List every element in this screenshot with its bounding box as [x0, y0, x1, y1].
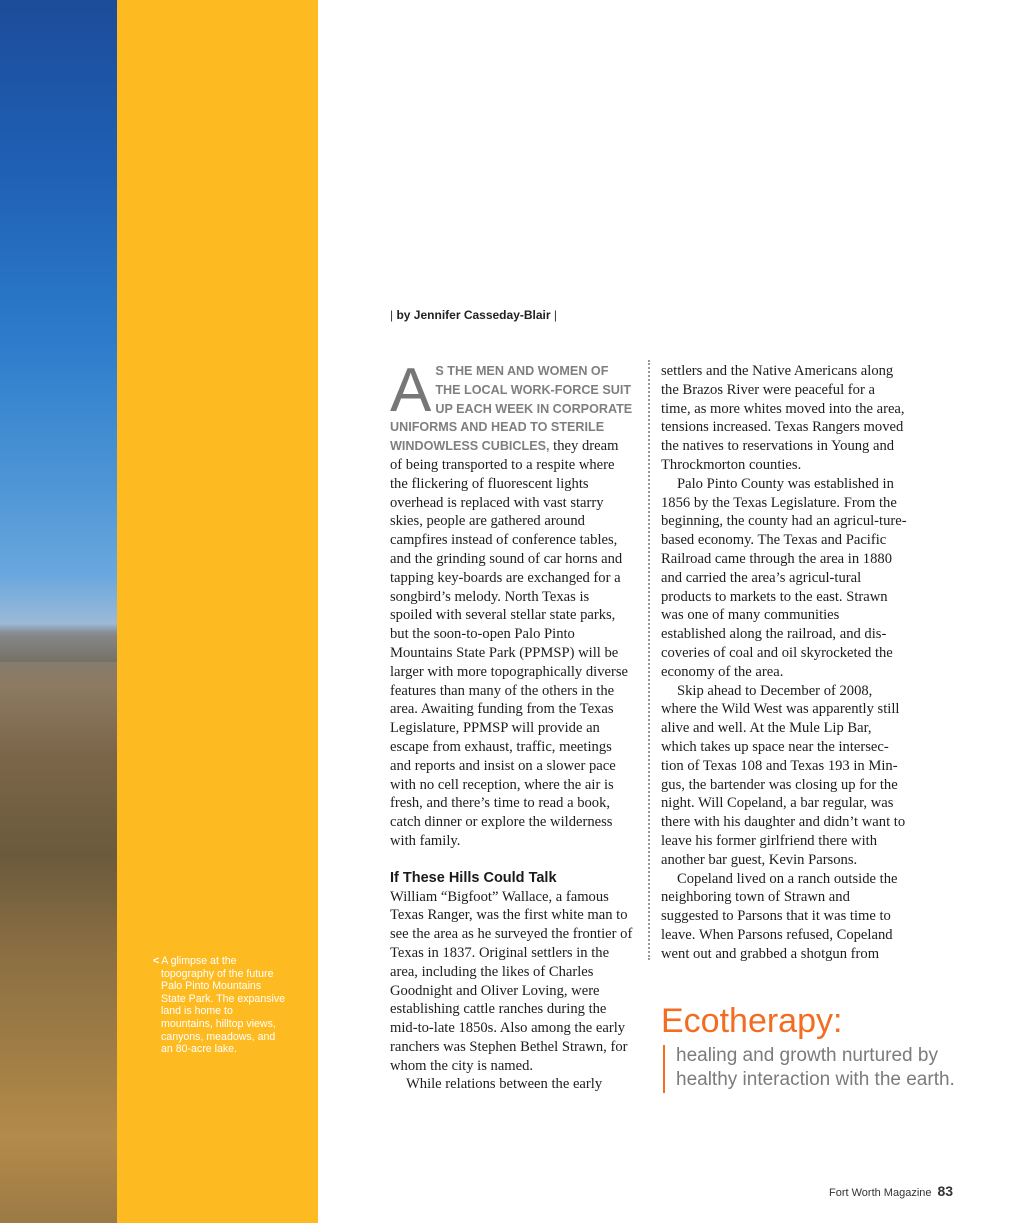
- paragraph-relations-cont: settlers and the Native Americans along the Brazos River were peaceful for a time, as more whites moved into the area, tensions increased. Texas Rangers moved the natives to reservations in Young and Throckmorton counties.: [661, 363, 905, 473]
- caption-text: A glimpse at the topography of the future Palo Pinto Mountains State Park. The expansive land is home to mountains, hilltop views, canyons, meadows, and an 80-acre lake.: [161, 955, 286, 1056]
- landscape-photo: [0, 0, 117, 1223]
- paragraph-history: William “Bigfoot” Wallace, a famous Texas Ranger, was the first white man to see the area as he surveyed the frontier of Texas in 1837. Original settlers in the area, including the likes of Charles Goodnight and Oliver Loving, were establishing cattle ranches during the mid-to-late 1850s. Also among the early ranchers was Stephen Bethel Strawn, for whom the city is named.: [390, 888, 633, 1074]
- page-footer: [829, 1183, 953, 1199]
- drop-cap: A: [390, 356, 432, 425]
- byline-bar-left: |: [390, 308, 394, 322]
- article-column-1: [390, 356, 634, 1094]
- page-number: 83: [937, 1183, 954, 1199]
- article-column-2: [661, 362, 907, 964]
- section-subhead: If These Hills Could Talk: [390, 869, 557, 886]
- pull-quote-text: healing and growth nurtured by healthy interaction with the earth.: [676, 1045, 955, 1090]
- paragraph-county: Palo Pinto County was established in 1856 by the Texas Legislature. From the beginning, the county had an agricul-ture-based economy. The Texas and Pacific Railroad came through the area in 1880 and carried the area’s agricul-tural products to markets to the east. Strawn was one of many communities established along the railroad, and dis-coveries of coal and oil skyrocketed the economy of the area.: [661, 475, 907, 680]
- pull-quote-bar: [663, 1045, 665, 1093]
- column-divider: [648, 360, 650, 960]
- paragraph-copeland: Copeland lived on a ranch outside the neighboring town of Strawn and suggested to Parsons that it was time to leave. When Parsons refused, Copeland went out and grabbed a shotgun from: [661, 870, 898, 962]
- paragraph-skip-ahead: Skip ahead to December of 2008, where the Wild West was apparently still alive and well. At the Mule Lip Bar, which takes up space near the intersec-tion of Texas 108 and Texas 193 in Min-gus, the bartender was closing up for the night. Will Copeland, a bar regular, was there with his daughter and didn’t want to leave his former girlfriend there with another bar guest, Kevin Parsons.: [661, 682, 906, 868]
- intro-body: they dream of being transported to a respite where the flickering of fluorescent lights overhead is replaced with vast starry skies, people are gathered around campfires instead of conference tables, and the grinding sound of car horns and tapping key-boards are exchanged for a songbird’s melody. North Texas is spoiled with several stellar state parks, but the soon-to-open Palo Pinto Mountains State Park (PPMSP) will be larger with more topographically diverse features than many of the others in the area. Awaiting funding from the Texas Legislature, PPMSP will provide an escape from exhaust, traffic, meetings and reports and insist on a slower pace with no cell reception, where the air is fresh, and there’s time to read a book, catch dinner or explore the wilderness with family.: [390, 438, 629, 849]
- author-name: by Jennifer Casseday-Blair: [396, 308, 551, 322]
- paragraph-relations-start: While relations between the early: [406, 1076, 603, 1093]
- pull-quote-title: Ecotherapy:: [661, 1002, 843, 1040]
- publication-name: Fort Worth Magazine: [829, 1187, 932, 1199]
- lead-in: S THE MEN AND WOMEN OF THE LOCAL WORK-FORCE SUIT UP EACH WEEK IN CORPORATE UNIFORMS AND HEAD TO STERILE WINDOWLESS CUBICLES,: [390, 364, 633, 454]
- paragraph-intro: [390, 356, 634, 851]
- photo-caption: [153, 955, 286, 1056]
- photo-hills: [0, 632, 117, 662]
- byline-bar-right: |: [553, 308, 558, 322]
- byline: [390, 308, 557, 322]
- caption-arrow-icon: <: [153, 955, 160, 967]
